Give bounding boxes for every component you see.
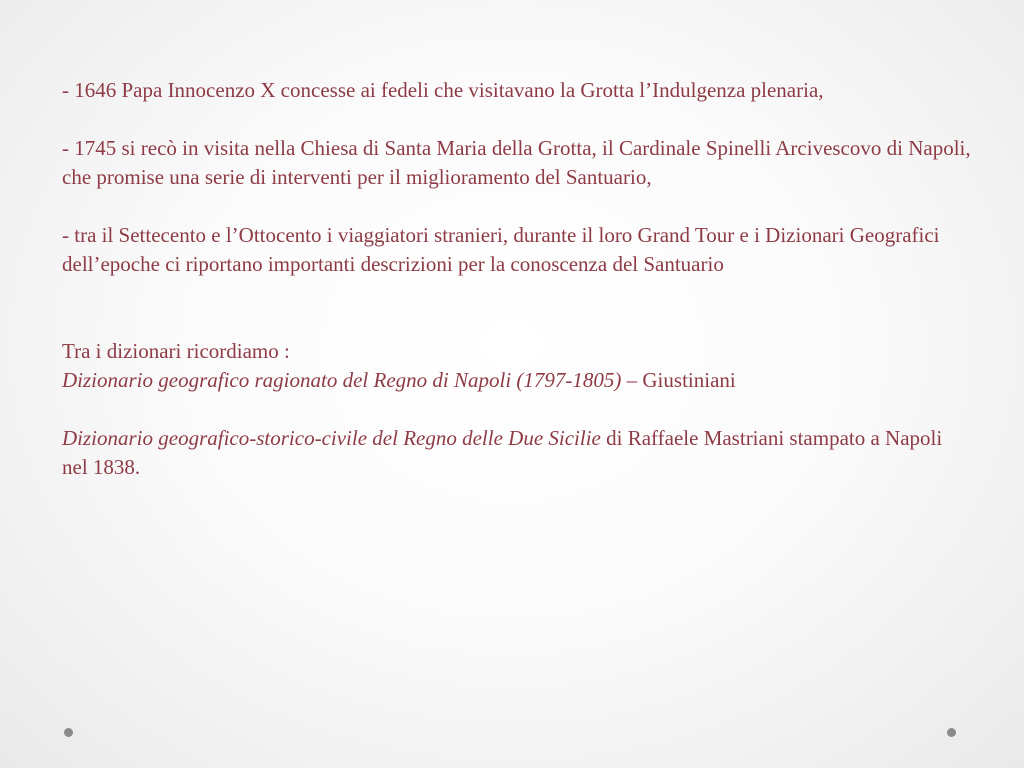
paragraph-grand-tour: - tra il Settecento e l’Ottocento i viaggiatori stranieri, durante il loro Grand Tour e i Dizionari Geografici dell’epoche ci riportano importanti descrizioni per la conoscenza del Santuario — [62, 223, 940, 276]
dictionary-author-mastriani: di Raffaele Mastriani stampato a Napoli nel 1838. — [62, 426, 943, 479]
decorative-dot-left-icon — [64, 728, 73, 737]
dictionary-title-giustiniani: Dizionario geografico ragionato del Regno di Napoli (1797-1805) – — [62, 368, 643, 392]
dictionary-item-giustiniani — [62, 366, 972, 395]
dictionary-title-mastriani: Dizionario geografico-storico-civile del Regno delle Due Sicilie — [62, 426, 607, 450]
decorative-dot-right-icon — [947, 728, 956, 737]
dictionary-item-mastriani — [62, 424, 972, 482]
paragraph-1745: - 1745 si recò in visita nella Chiesa di Santa Maria della Grotta, il Cardinale Spinelli Arcivescovo di Napoli, che promise una serie di interventi per il miglioramento del Santuario, — [62, 136, 971, 189]
dictionaries-intro: Tra i dizionari ricordiamo : — [62, 339, 290, 363]
paragraph-1646: - 1646 Papa Innocenzo X concesse ai fedeli che visitavano la Grotta l’Indulgenza plenaria, — [62, 78, 824, 102]
slide-body — [62, 76, 972, 482]
dictionary-author-giustiniani: Giustiniani — [642, 368, 736, 392]
